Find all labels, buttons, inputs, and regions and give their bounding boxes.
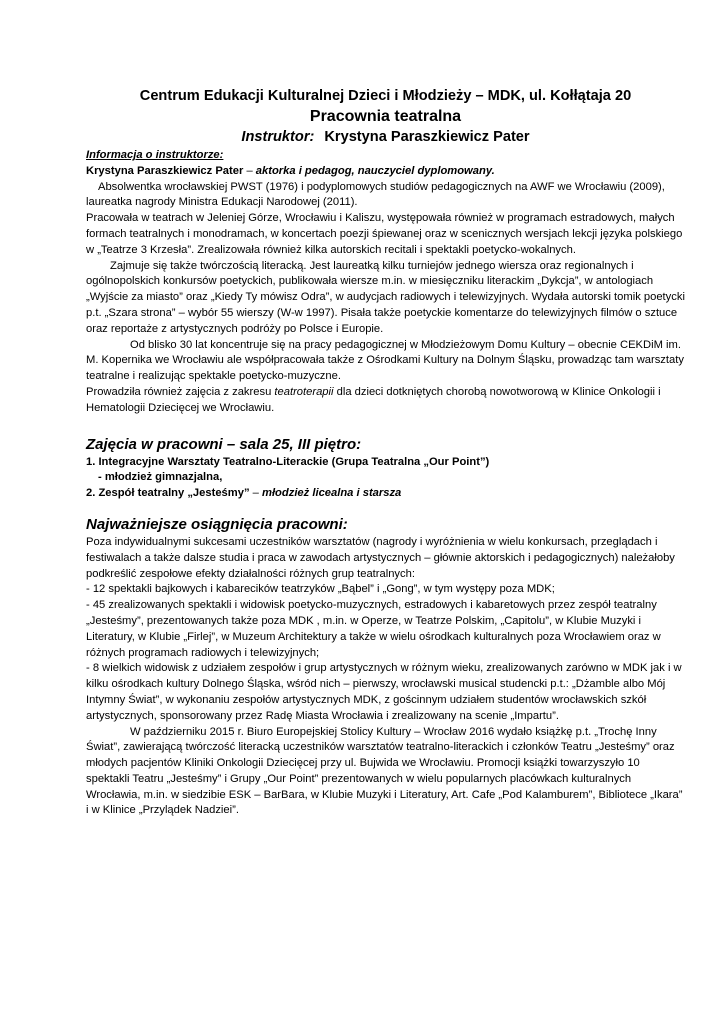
therapy-text-pre: Prowadziła również zajęcia z zakresu xyxy=(86,385,275,398)
bio-paragraph-education: Absolwentka wrocławskiej PWST (1976) i podyplomowych studiów pedagogicznych na AWF we Wrocławiu (2009), laureatka nagrody Ministra Edukacji Narodowej (2011). xyxy=(86,180,665,209)
instructor-role: Instruktor: xyxy=(241,129,315,145)
instructor-summary xyxy=(86,164,685,180)
achievements-book-paragraph: W październiku 2015 r. Biuro Europejskiej Stolicy Kultury – Wrocław 2016 wydało książkę p.t. „Trochę Inny Świat”, zawierającą twórczość literacką uczestników warsztatów teatralno-literackich i członków Teatru „Jesteśmy” oraz młodych pacjentów Kliniki Onkologii Dziecięcej przy ul. Bujwida we Wrocławiu. Promocji książki towarzyszyło 10 spektakli Teatru „Jesteśmy” i Grupy „Our Point” prezentowanych w wielu popularnych placówkach kulturalnych Wrocławia, m.in. w siedzibie ESK – BarBara, w Klubie Muzyki i Literatury, Art. Cafe „Pod Kalamburem”, Bibliotece „Ikara” i w Klinice „Przylądek Nadziei”. xyxy=(86,725,683,817)
instructor-name: Krystyna Paraszkiewicz Pater xyxy=(324,129,530,145)
class-item-2-audience: młodzież licealna i starsza xyxy=(262,487,402,500)
institution-title: Centrum Edukacji Kulturalnej Dzieci i Młodzieży – MDK, ul. Kołłątaja 20 xyxy=(139,88,632,104)
achievement-bullet-2: - 45 zrealizowanych spektakli i widowisk poetycko-muzycznych, estradowych i kabaretowych przez zespół teatralny „Jesteśmy”, prezentowanych także poza MDK , m.in. w Operze, w Teatrze Polskim, „Capitolu”, w Klubie Muzyki i Literatury, w Klubie „Firlej”, w Muzeum Architektury a także w wielu ośrodkach kulturalnych poza Wrocławiem oraz w różnych programach radiowych i telewizyjnych; xyxy=(86,599,661,659)
therapy-term: teatroterapii xyxy=(274,385,334,398)
summary-dash: – xyxy=(243,164,256,177)
class-item-2-name: 2. Zespół teatralny „Jesteśmy” xyxy=(86,487,250,500)
achievements-heading: Najważniejsze osiągnięcia pracowni: xyxy=(86,515,348,533)
achievement-bullet-1: - 12 spektakli bajkowych i kabarecików teatrzyków „Bąbel” i „Gong”, w tym występy poza MDK; xyxy=(86,583,555,596)
bio-paragraph-therapy xyxy=(86,385,685,417)
bio-paragraph-literary: Zajmuje się także twórczością literacką. Jest laureatką kilku turniejów jednego wiersza oraz regionalnych i ogólnopolskich konkursów poetyckich, publikowała wiersze m.in. w miesięczniku literackim „Dykcja”, w antologiach „Wyjście za miasto” oraz „Kiedy Ty mówisz Odra”, w audycjach radiowych i telewizyjnych. Wydała autorski tomik poetycki p.t. „Szara strona” – wybór 55 wierszy (W-w 1997). Pisała także poetyckie komentarze do telewizyjnych filmów o sztuce oraz reportaże z artystycznych podróży po Polsce i Europie. xyxy=(86,259,685,335)
instructor-info-heading: Informacja o instruktorze: xyxy=(86,149,224,161)
class-item-1: 1. Integracyjne Warsztaty Teatralno-Literackie (Grupa Teatralna „Our Point”) xyxy=(86,455,490,468)
bio-paragraph-teaching: Od blisko 30 lat koncentruje się na pracy pedagogicznej w Młodzieżowym Domu Kultury – obecnie CEKDiM im. M. Kopernika we Wrocławiu ale współpracowała także z Ośrodkami Kultury na Dolnym Śląsku, prowadząc tam warsztaty teatralne i realizując spektakle poetycko-muzyczne. xyxy=(86,338,684,383)
therapy-text-post: dla dzieci dotkniętych chorobą nowotworową w Klinice Onkologii i Hematologii Dziecięcej we Wrocławiu. xyxy=(86,385,661,414)
class-item-2 xyxy=(86,486,685,502)
achievements-intro: Poza indywidualnymi sukcesami uczestników warsztatów (nagrody i wyróżnienia w wielu konkursach, przeglądach i festiwalach a także dalsze studia i praca w zawodach artystycznych – głównie aktorskich i pedagogicznych) należałoby podkreślić zespołowe efekty działalności różnych grup teatralnych: xyxy=(86,535,675,580)
instructor-line xyxy=(86,127,685,147)
class-item-1-audience: - młodzież gimnazjalna, xyxy=(98,471,223,484)
class-item-2-dash: – xyxy=(249,487,262,500)
instructor-full-name: Krystyna Paraszkiewicz Pater xyxy=(86,164,244,177)
workshop-title: Pracownia teatralna xyxy=(309,108,462,125)
bio-paragraph-career: Pracowała w teatrach w Jeleniej Górze, Wrocławiu i Kaliszu, występowała również w programach estradowych, małych formach teatralnych i monodramach, w koncertach poezji śpiewanej oraz w scenicznych wersjach lekcji języka polskiego w „Teatrze 3 Krzesła”. Zrealizowała również kilka autorskich recitali i spektakli poetycko-wokalnych. xyxy=(86,212,683,256)
achievement-bullet-3: - 8 wielkich widowisk z udziałem zespołów i grup artystycznych w różnym wieku, zrealizowanych zarówno w MDK jak i w kilku ośrodkach kultury Dolnego Śląska, wśród nich – pierwszy, wrocławski musical studencki p.t.: „Dżamble albo Mój Intymny Świat”, w wykonaniu zespołów artystycznych MDK, z gościnnym udziałem studentów wrocławskich szkół artystycznych, sponsorowany przez Radę Miasta Wrocławia i zrealizowany na scenie „Impartu”. xyxy=(86,662,682,722)
classes-heading: Zajęcia w pracowni – sala 25, III piętro: xyxy=(86,435,362,453)
instructor-profession: aktorka i pedagog, nauczyciel dyplomowany. xyxy=(255,164,495,177)
